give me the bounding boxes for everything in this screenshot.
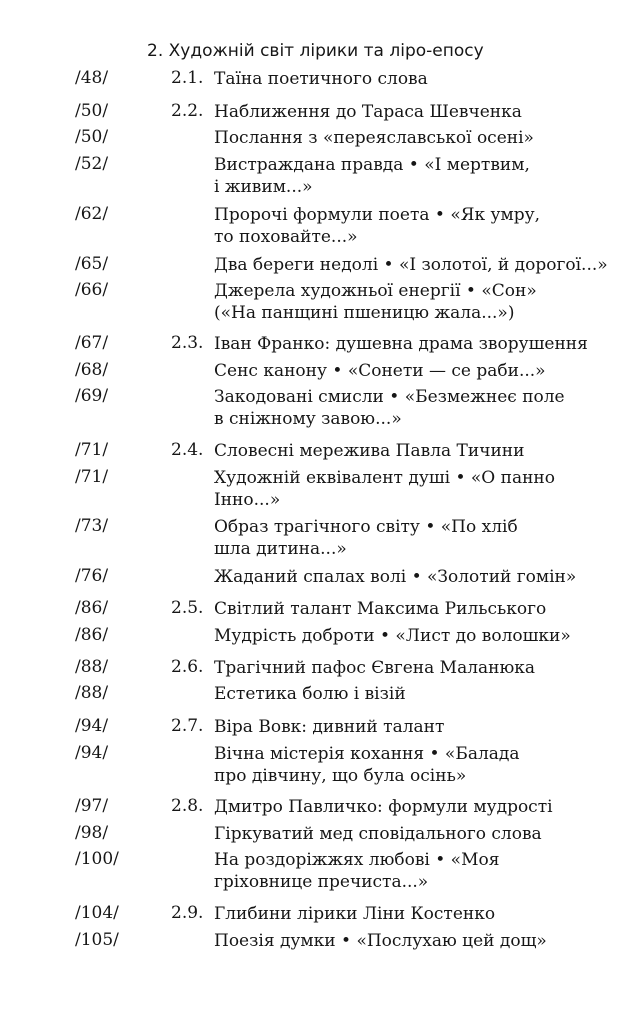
page-number: /48/ bbox=[75, 68, 109, 88]
section-heading: 2. Художній світ лірики та ліро-епосу bbox=[147, 41, 484, 61]
page-number: /52/ bbox=[75, 154, 109, 174]
page-number: /98/ bbox=[75, 823, 109, 843]
entry-title bbox=[214, 204, 540, 248]
entry-title bbox=[214, 68, 428, 90]
page-number: /86/ bbox=[75, 625, 109, 645]
entry-title-line: Мудрість доброти • «Лист до волошки» bbox=[214, 626, 571, 646]
page-number: /86/ bbox=[75, 598, 109, 618]
section-number: 2.3. bbox=[171, 333, 204, 353]
entry-title-line: Художній еквівалент душі • «О панно bbox=[214, 468, 555, 488]
entry-title-line: Образ трагічного світу • «По хліб bbox=[214, 517, 518, 537]
page-number: /69/ bbox=[75, 386, 109, 406]
entry-title bbox=[214, 360, 546, 382]
entry-title-line: Пророчі формули поета • «Як умру, bbox=[214, 205, 540, 225]
entry-title-line: Трагічний пафос Євгена Маланюка bbox=[214, 658, 536, 678]
page-number: /66/ bbox=[75, 280, 109, 300]
entry-title-line: Словесні мережива Павла Тичини bbox=[214, 441, 525, 461]
section-number: 2.1. bbox=[171, 68, 204, 88]
entry-title-line: Таїна поетичного слова bbox=[214, 69, 428, 89]
entry-title-line: Дмитро Павличко: формули мудрості bbox=[214, 797, 553, 817]
section-number: 2.8. bbox=[171, 796, 204, 816]
page-number: /71/ bbox=[75, 467, 109, 487]
entry-title-line: Світлий талант Максима Рильського bbox=[214, 599, 547, 619]
entry-title-line: («На панщині пшеницю жала...») bbox=[214, 303, 515, 323]
entry-title bbox=[214, 101, 522, 123]
page-number: /100/ bbox=[75, 849, 119, 869]
entry-title-line: Вічна містерія кохання • «Балада bbox=[214, 744, 520, 764]
entry-title bbox=[214, 516, 518, 560]
entry-title bbox=[214, 930, 547, 952]
entry-title-line: про дівчину, що була осінь» bbox=[214, 766, 467, 786]
entry-title-line: Іван Франко: душевна драма зворушення bbox=[214, 334, 588, 354]
page-number: /104/ bbox=[75, 903, 119, 923]
entry-title-line: Послання з «переяславської осені» bbox=[214, 128, 534, 148]
page-number: /97/ bbox=[75, 796, 109, 816]
entry-title bbox=[214, 657, 535, 679]
page-number: /50/ bbox=[75, 127, 109, 147]
entry-title-line: шла дитина...» bbox=[214, 539, 347, 559]
page-number: /73/ bbox=[75, 516, 109, 536]
entry-title-line: Естетика болю і візій bbox=[214, 684, 406, 704]
entry-title bbox=[214, 467, 555, 511]
entry-title bbox=[214, 386, 565, 430]
entry-title bbox=[214, 903, 495, 925]
entry-title bbox=[214, 254, 608, 276]
page-number: /50/ bbox=[75, 101, 109, 121]
page-number: /88/ bbox=[75, 683, 109, 703]
entry-title-line: Жаданий спалах волі • «Золотий гомін» bbox=[214, 567, 577, 587]
page-number: /94/ bbox=[75, 743, 109, 763]
entry-title bbox=[214, 823, 542, 845]
entry-title-line: Глибини лірики Ліни Костенко bbox=[214, 904, 496, 924]
entry-title-line: Джерела художньої енергії • «Сон» bbox=[214, 281, 537, 301]
entry-title bbox=[214, 280, 537, 324]
page-number: /71/ bbox=[75, 440, 109, 460]
section-number: 2.2. bbox=[171, 101, 204, 121]
entry-title-line: На роздоріжжях любові • «Моя bbox=[214, 850, 500, 870]
entry-title-line: Гіркуватий мед сповідального слова bbox=[214, 824, 542, 844]
entry-title bbox=[214, 743, 520, 787]
entry-title-line: і живим...» bbox=[214, 177, 313, 197]
entry-title bbox=[214, 598, 546, 620]
entry-title-line: гріховнице пречиста...» bbox=[214, 872, 429, 892]
section-number: 2.7. bbox=[171, 716, 204, 736]
section-number: 2.4. bbox=[171, 440, 204, 460]
entry-title-line: в сніжному завою...» bbox=[214, 409, 402, 429]
entry-title-line: Віра Вовк: дивний талант bbox=[214, 717, 445, 737]
entry-title bbox=[214, 716, 444, 738]
entry-title bbox=[214, 625, 571, 647]
section-number: 2.5. bbox=[171, 598, 204, 618]
page-number: /105/ bbox=[75, 930, 119, 950]
entry-title bbox=[214, 796, 553, 818]
page-number: /68/ bbox=[75, 360, 109, 380]
page-number: /94/ bbox=[75, 716, 109, 736]
page-number: /67/ bbox=[75, 333, 109, 353]
entry-title-line: Вистраждана правда • «І мертвим, bbox=[214, 155, 530, 175]
entry-title bbox=[214, 154, 530, 198]
page-number: /88/ bbox=[75, 657, 109, 677]
entry-title-line: то поховайте...» bbox=[214, 227, 358, 247]
entry-title-line: Закодовані смисли • «Безмежнеє поле bbox=[214, 387, 565, 407]
entry-title bbox=[214, 849, 499, 893]
entry-title bbox=[214, 440, 524, 462]
section-number: 2.6. bbox=[171, 657, 204, 677]
entry-title bbox=[214, 127, 534, 149]
entry-title-line: Інно...» bbox=[214, 490, 281, 510]
entry-title bbox=[214, 683, 406, 705]
page-number: /76/ bbox=[75, 566, 109, 586]
entry-title-line: Наближення до Тараса Шевченка bbox=[214, 102, 522, 122]
page-number: /65/ bbox=[75, 254, 109, 274]
entry-title bbox=[214, 566, 576, 588]
entry-title-line: Сенс канону • «Сонети — се раби...» bbox=[214, 361, 546, 381]
section-number: 2.9. bbox=[171, 903, 204, 923]
page-number: /62/ bbox=[75, 204, 109, 224]
entry-title-line: Поезія думки • «Послухаю цей дощ» bbox=[214, 931, 547, 951]
entry-title bbox=[214, 333, 588, 355]
entry-title-line: Два береги недолі • «І золотої, й дорогої...» bbox=[214, 255, 608, 275]
